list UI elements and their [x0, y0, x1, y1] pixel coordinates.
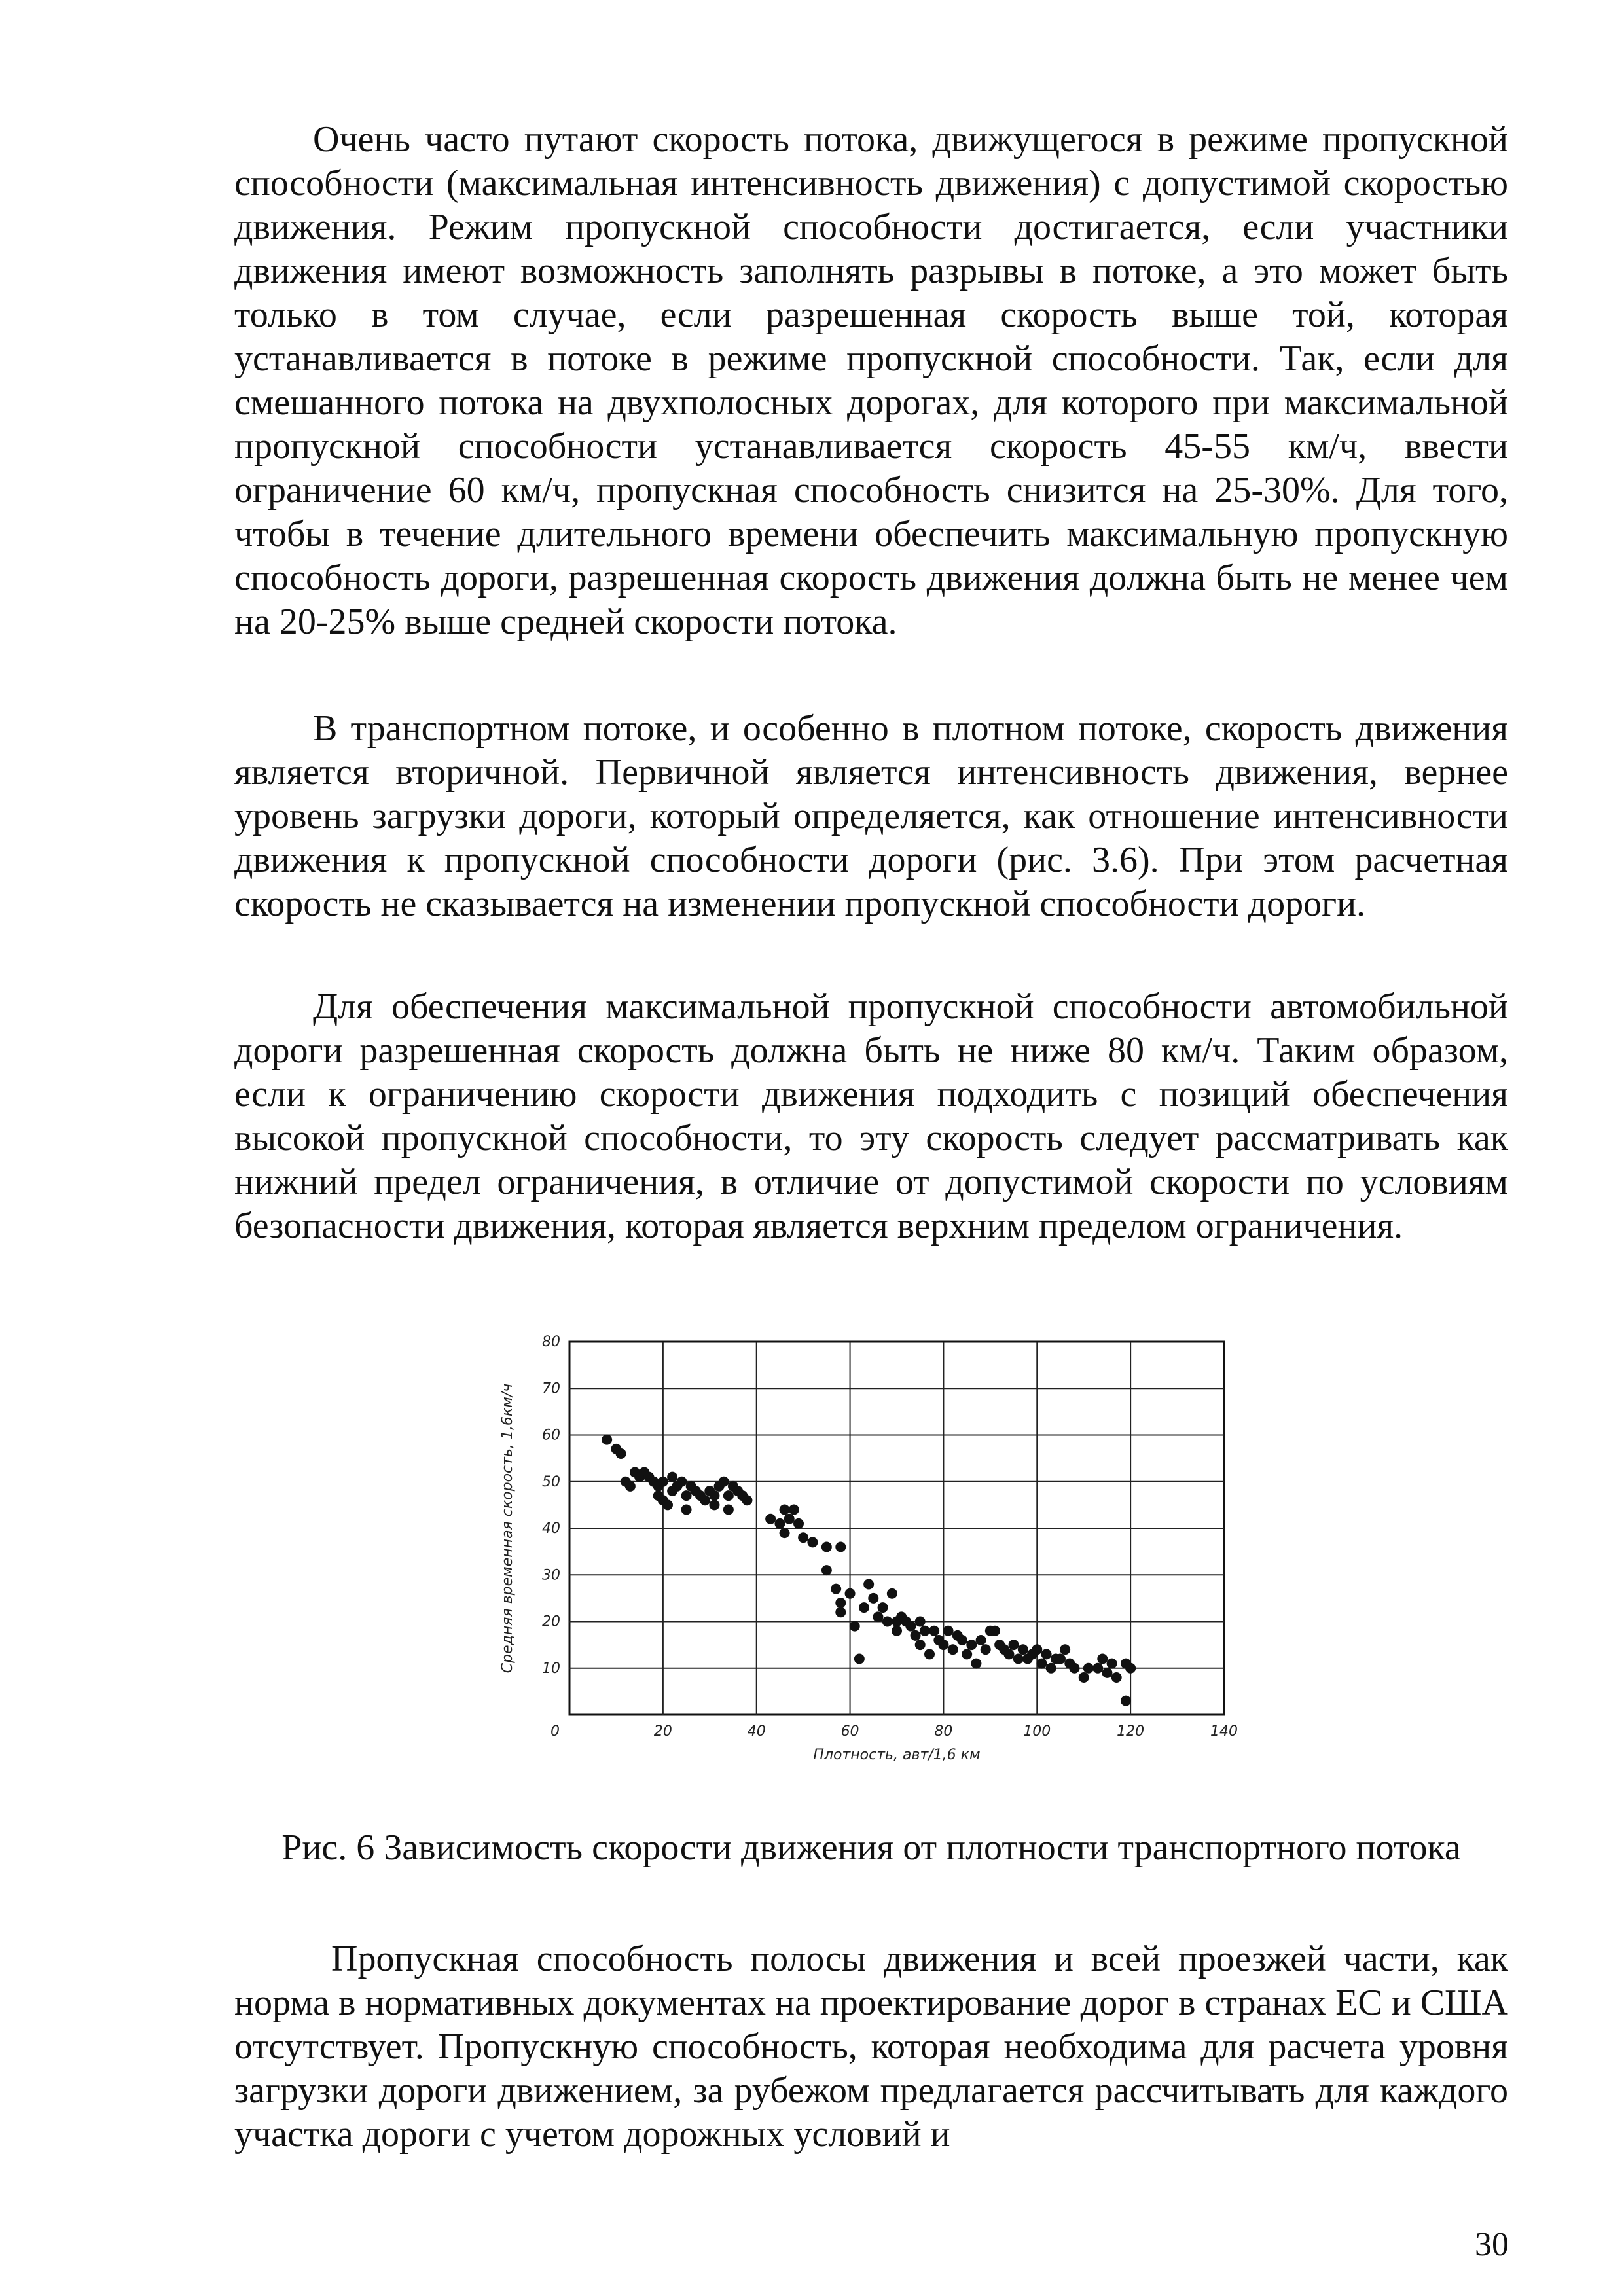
data-point	[774, 1518, 785, 1529]
data-point	[1125, 1663, 1136, 1674]
data-point	[681, 1490, 692, 1501]
data-point	[1102, 1668, 1112, 1678]
x-tick-label: 40	[747, 1723, 766, 1740]
page-number: 30	[1475, 2226, 1509, 2263]
data-point	[798, 1532, 808, 1543]
data-point	[1036, 1659, 1047, 1669]
data-point	[835, 1542, 846, 1552]
data-point	[616, 1448, 626, 1459]
y-tick-label: 50	[542, 1473, 560, 1490]
data-point	[929, 1626, 939, 1636]
data-point	[859, 1602, 869, 1613]
paragraph-text: Для обеспечения максимальной пропускной способности автомобильной дороги разрешенная скорость должна быть не ниже 80 км/ч. Таким образом, если к ограничению скорости движения подходить с позиций обеспечения высокой пропускной способности, то эту скорость следует рассматривать как нижний предел ограничения, в отличие от допустимой скорости по условиям безопасности движения, которая является верхним пределом ограничения.	[234, 986, 1508, 1246]
x-tick-label: 140	[1210, 1723, 1238, 1740]
data-point	[911, 1630, 921, 1641]
data-point	[976, 1635, 986, 1645]
data-point	[868, 1593, 878, 1604]
y-tick-label: 60	[542, 1427, 560, 1444]
data-point	[835, 1607, 846, 1617]
data-point	[1083, 1663, 1094, 1674]
data-point	[789, 1505, 799, 1515]
y-tick-label: 10	[542, 1660, 560, 1677]
paragraph-4	[234, 1937, 1508, 2157]
data-point	[780, 1505, 790, 1515]
data-point	[854, 1654, 865, 1664]
data-point	[1092, 1663, 1103, 1674]
y-axis-title: Средняя временная скорость, 1,6км/ч	[499, 1383, 516, 1674]
data-point	[892, 1626, 902, 1636]
data-point	[709, 1499, 719, 1510]
data-point	[971, 1659, 981, 1669]
data-point	[719, 1477, 729, 1487]
data-point	[878, 1602, 888, 1613]
x-tick-label: 20	[653, 1723, 672, 1740]
data-point	[723, 1490, 734, 1501]
data-point	[863, 1579, 874, 1590]
data-point	[938, 1640, 948, 1650]
data-point	[1060, 1644, 1070, 1655]
data-point	[780, 1528, 790, 1538]
data-point	[924, 1649, 935, 1659]
y-tick-label: 80	[542, 1334, 560, 1350]
paragraph-3	[234, 985, 1508, 1248]
data-point	[1041, 1649, 1052, 1659]
speed-density-chart	[484, 1329, 1244, 1787]
data-point	[1069, 1663, 1079, 1674]
data-point	[948, 1644, 958, 1655]
data-point	[873, 1611, 883, 1622]
data-point	[1079, 1672, 1089, 1683]
data-point	[700, 1495, 710, 1505]
data-point	[765, 1514, 776, 1524]
data-point	[990, 1626, 1000, 1636]
data-point	[625, 1481, 636, 1492]
point-layer	[602, 1435, 1136, 1706]
y-tick-label: 40	[542, 1520, 560, 1537]
data-point	[1055, 1654, 1066, 1664]
data-point	[1121, 1696, 1131, 1706]
data-point	[1107, 1659, 1117, 1669]
paragraph-2	[234, 707, 1508, 926]
x-tick-label: 100	[1023, 1723, 1051, 1740]
paragraph-1	[234, 118, 1508, 644]
data-point	[966, 1640, 977, 1650]
scatter-plot	[484, 1329, 1244, 1787]
data-point	[821, 1565, 832, 1575]
data-point	[784, 1514, 795, 1524]
data-point	[1111, 1672, 1122, 1683]
data-point	[915, 1617, 926, 1627]
data-point	[920, 1626, 930, 1636]
data-point	[1018, 1644, 1028, 1655]
data-point	[831, 1584, 841, 1594]
data-point	[943, 1626, 954, 1636]
data-point	[845, 1588, 856, 1599]
data-point	[1032, 1644, 1042, 1655]
data-point	[793, 1518, 804, 1529]
data-point	[723, 1505, 734, 1515]
data-point	[882, 1617, 893, 1627]
figure-caption: Рис. 6 Зависимость скорости движения от плотности транспортного потока	[281, 1827, 1461, 1868]
paragraph-text: Пропускная способность полосы движения и всей проезжей части, как норма в нормативных документах на проектирование дорог в странах ЕС и США отсутствует. Пропускную способность, которая необходима для расчета уровня загрузки дороги движением, за рубежом предлагается рассчитывать для каждого участка дороги с учетом дорожных условий и	[234, 1939, 1508, 2155]
x-axis-title: Плотность, авт/1,6 км	[813, 1747, 981, 1763]
data-point	[957, 1635, 967, 1645]
data-point	[662, 1499, 673, 1510]
y-tick-label: 30	[542, 1567, 560, 1584]
data-point	[742, 1495, 752, 1505]
data-point	[807, 1537, 818, 1547]
data-point	[1009, 1640, 1019, 1650]
data-point	[981, 1644, 991, 1655]
data-point	[658, 1477, 668, 1487]
data-point	[1097, 1654, 1108, 1664]
x-tick-label: 0	[550, 1723, 560, 1740]
data-point	[602, 1435, 612, 1445]
data-point	[915, 1640, 926, 1650]
data-point	[821, 1542, 832, 1552]
data-point	[887, 1588, 897, 1599]
y-tick-label: 70	[542, 1380, 560, 1397]
data-point	[835, 1598, 846, 1608]
data-point	[962, 1649, 972, 1659]
paragraph-text: Очень часто путают скорость потока, движущегося в режиме пропускной способности (максимальная интенсивность движения) с допустимой скоростью движения. Режим пропускной способности достигается, если участники движения имеют возможность заполнять разрывы в потоке, а это может быть только в том случае, если разрешенная скорость выше той, которая устанавливается в потоке в режиме пропускной способности. Так, если для смешанного потока на двухполосных дорогах, для которого при максимальной пропускной способности устанавливается скорость 45-55 км/ч, ввести ограничение 60 км/ч, пропускная способность снизится на 25-30%. Для того, чтобы в течение длительного времени обеспечить максимальную пропускную способность дороги, разрешенная скорость движения должна быть не менее чем на 20-25% выше средней скорости потока.	[234, 119, 1508, 642]
data-point	[667, 1472, 677, 1482]
data-point	[676, 1477, 687, 1487]
x-tick-label: 80	[934, 1723, 953, 1740]
paragraph-text: В транспортном потоке, и особенно в плотном потоке, скорость движения является вторичной. Первичной является интенсивность движения, вернее уровень загрузки дороги, который определяется, как отношение интенсивности движения к пропускной способности дороги (рис. 3.6). При этом расчетная скорость не сказывается на изменении пропускной способности дороги.	[234, 708, 1508, 924]
data-point	[681, 1505, 692, 1515]
data-point	[850, 1621, 860, 1632]
data-point	[1046, 1663, 1056, 1674]
data-point	[1003, 1649, 1014, 1659]
data-point	[1013, 1654, 1024, 1664]
data-point	[709, 1490, 719, 1501]
y-tick-label: 20	[542, 1613, 560, 1630]
x-tick-label: 60	[840, 1723, 859, 1740]
data-point	[905, 1621, 916, 1632]
x-tick-label: 120	[1117, 1723, 1145, 1740]
